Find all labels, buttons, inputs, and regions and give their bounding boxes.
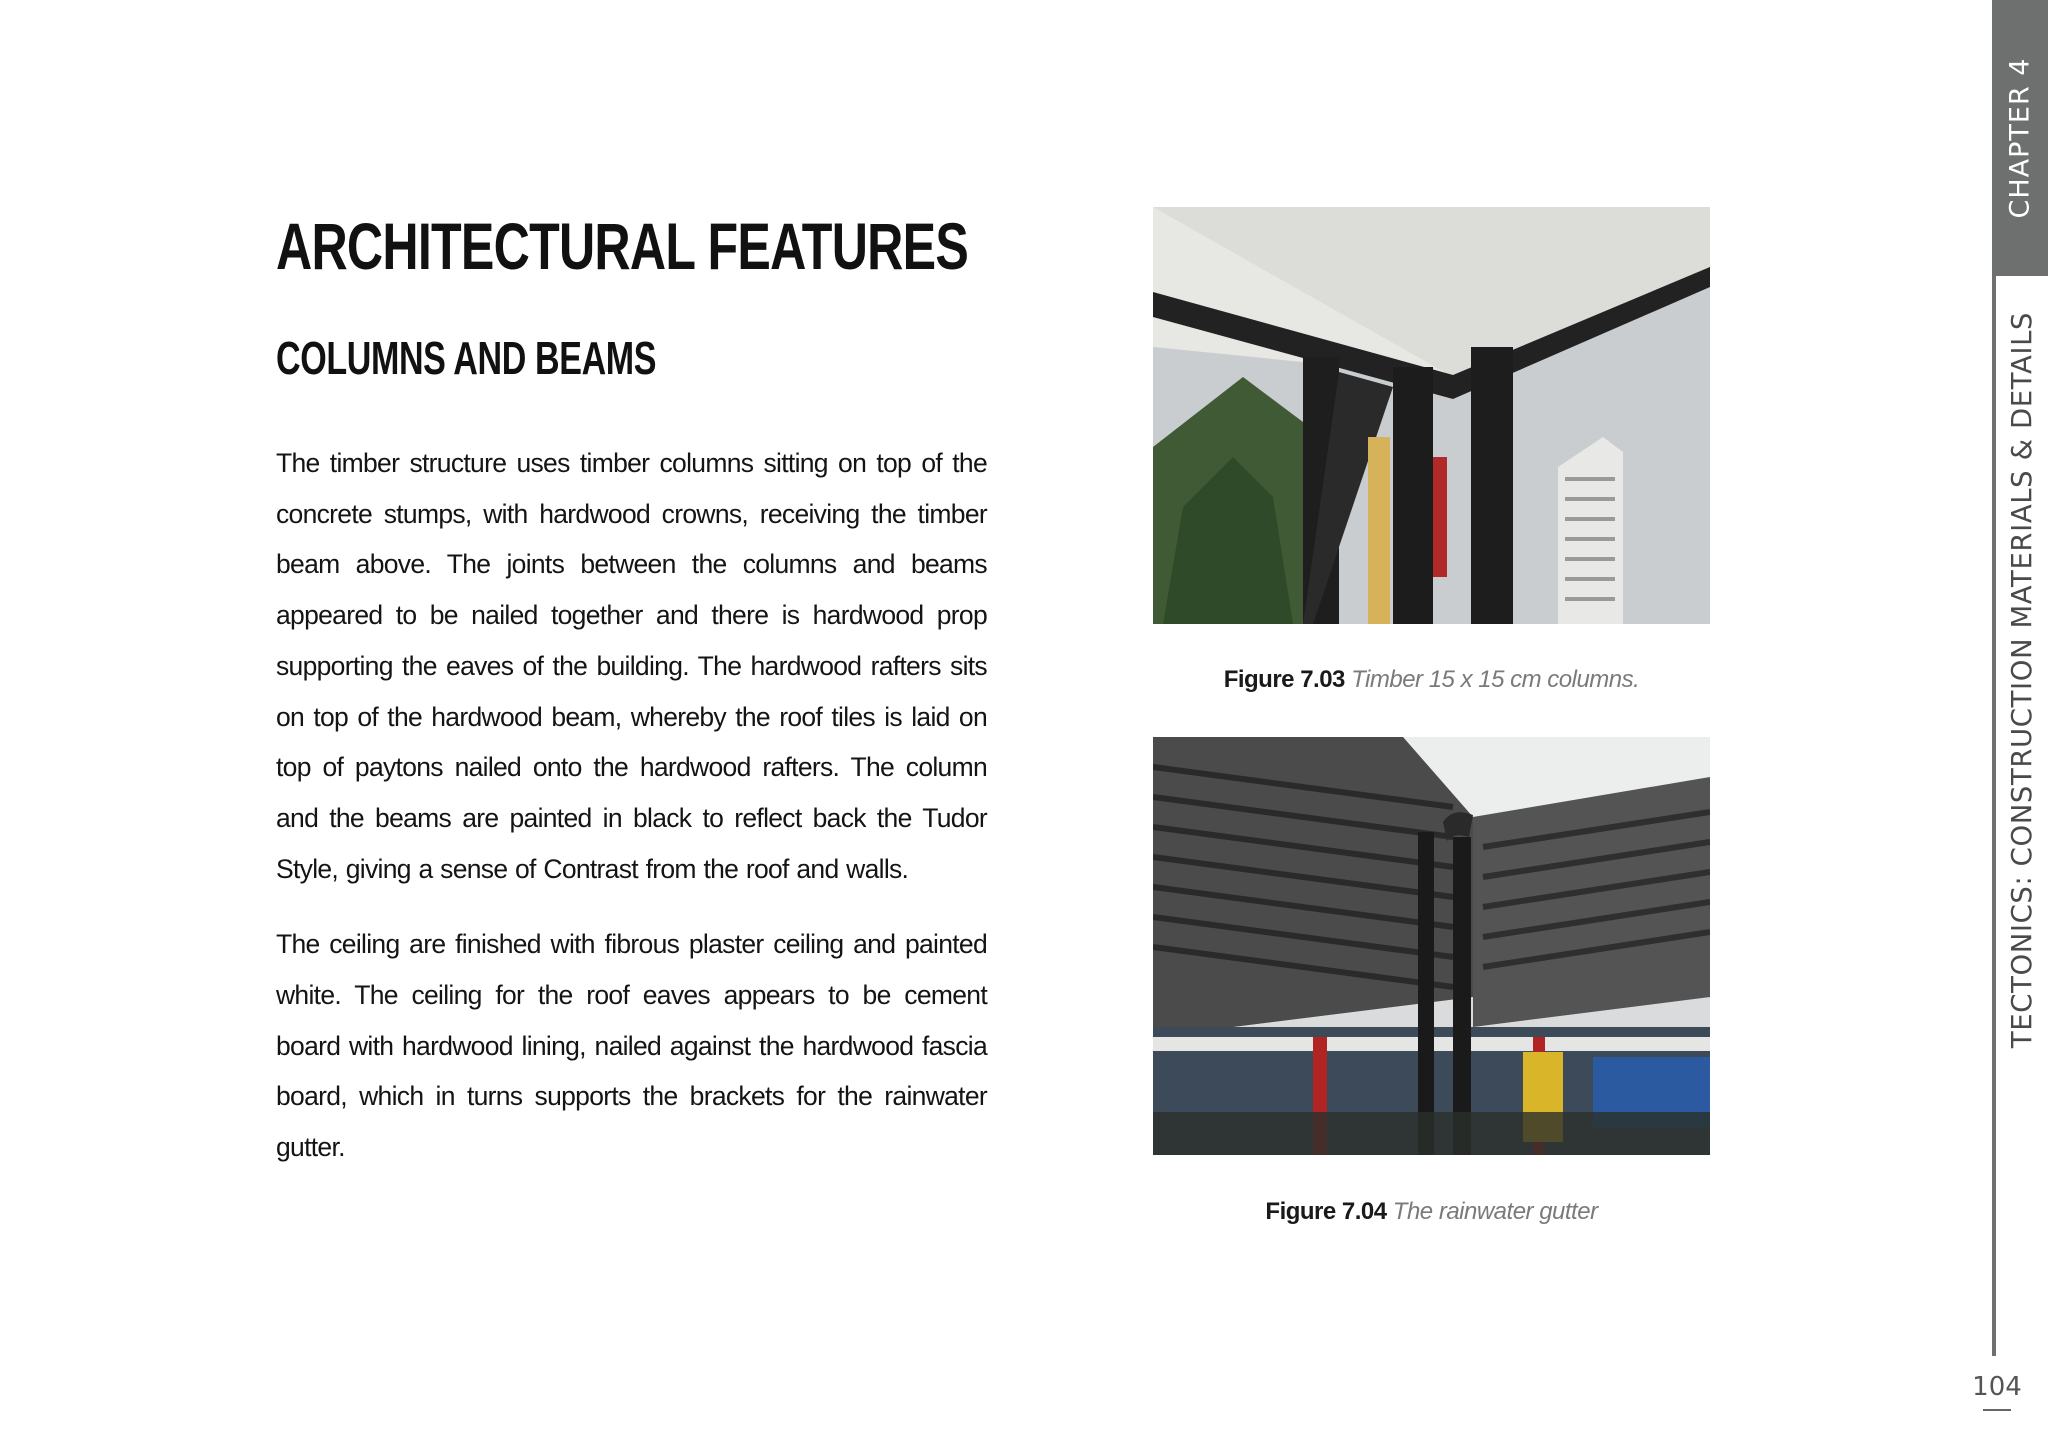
sidebar-divider <box>1992 276 1996 1356</box>
figure-label: Figure 7.03 <box>1223 666 1345 693</box>
figure-caption-text: Timber 15 x 15 cm columns. <box>1351 666 1640 693</box>
columns-photo <box>1153 207 1710 624</box>
body-paragraph: The ceiling are finished with fibrous plaster ceiling and painted white. The ceiling for the roof eaves appears to be cement board with hardwood lining, nailed against the hardwood fascia board, which in turns supports the brackets for the rainwater gutter. <box>276 929 987 1163</box>
figure-caption <box>1153 1197 1710 1227</box>
section-label: TECTONICS: CONSTRUCTION MATERIALS & DETAILS <box>2006 311 2038 1049</box>
figure-label: Figure 7.04 <box>1265 1198 1387 1225</box>
body-text <box>276 438 987 1198</box>
page-number-underline <box>1983 1409 2011 1411</box>
chapter-label: CHAPTER 4 <box>2004 57 2036 219</box>
figure-caption-text: The rainwater gutter <box>1392 1198 1598 1225</box>
body-paragraph: The timber structure uses timber columns sitting on top of the concrete stumps, with hardwood crowns, receiving the timber beam above. The joints between the columns and beams appeared to be nailed together and there is hardwood prop supporting the eaves of the building. The hardwood rafters sits on top of the hardwood beam, whereby the roof tiles is laid on top of paytons nailed onto the hardwood rafters. The column and the beams are painted in black to reflect back the Tudor Style, giving a sense of Contrast from the roof and walls. <box>276 448 987 884</box>
rainwater-gutter-photo <box>1153 737 1710 1155</box>
page-title: ARCHITECTURAL FEATURES <box>276 209 969 283</box>
figure-caption <box>1153 665 1710 695</box>
page-number: 104 <box>1972 1372 2022 1402</box>
section-subtitle: COLUMNS AND BEAMS <box>276 332 657 384</box>
